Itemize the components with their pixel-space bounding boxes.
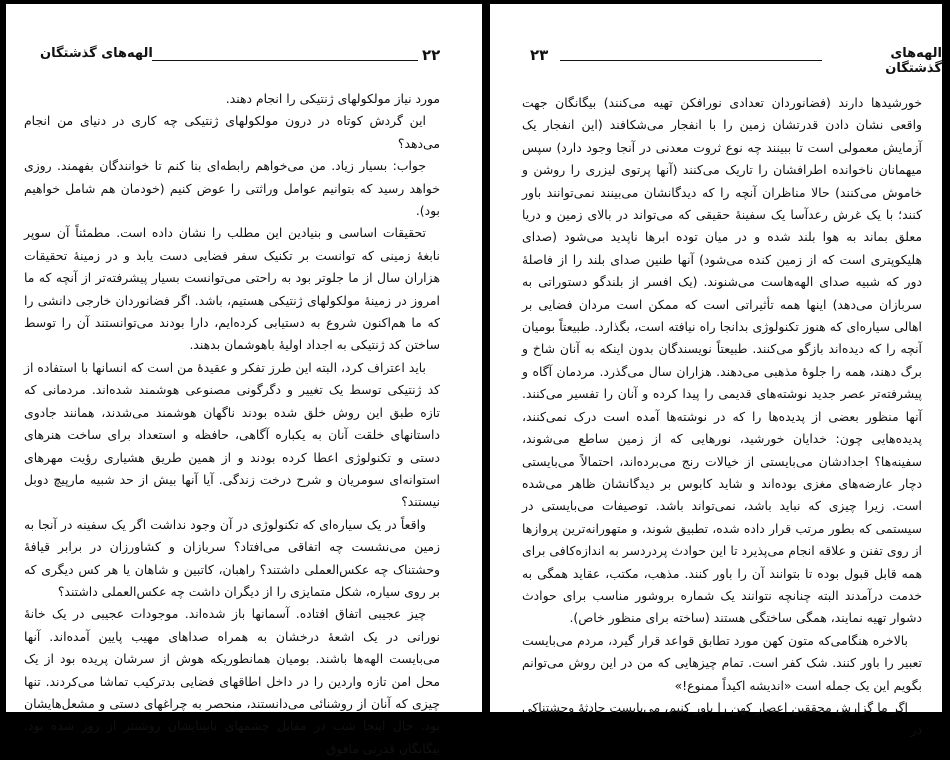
paragraph: باید اعتراف کرد، البته این طرز تفکر و عقیدهٔ من است که انسانها با استفاده از کد ژنتیکی توسط یک تغییر و دگرگونی مصنوعی هوشمند شده‌اند. مردمانی که تازه طبق این روش خلق شده بودند ناگهان هوشمند می‌شدند، همانند جادوی داستانهای خلقت آنان به یکباره آگاهی، حافظه و استعداد برای ساخت هنرهای دستی و تکنولوژی اعطا کرده بودند و از همین طریق هشیاری رؤیت مهرهای استوانه‌ای سومریان و شرح درخت زندگی. آیا آنها بیش از حد شبیه مارپیچ دوبل نیستند؟	[24, 359, 440, 510]
left-page-body	[24, 88, 440, 760]
paragraph: تحقیقات اساسی و بنیادین این مطلب را نشان داده است. مطمئناً آن سوپر نابغهٔ زمینی که توانست بر تکنیک سفر فضایی دست یابد و در زمینهٔ تحقیقات هزاران سال از ما جلوتر بود به راحتی می‌توانست بسیار پیشرفته‌تر از آنچه که ما امروز در زمینهٔ مولکولهای ژنتیکی هستیم، باشد. اگر فضانوردان خارجی دانشی را که ما هم‌اکنون شروع به دستیابی کرده‌ایم، دارا بودند می‌توانستند آن را توسط ساختن کد ژنتیکی به اجداد اولیهٔ باهوشمان بدهند.	[24, 225, 440, 353]
paragraph: واقعاً در یک سیاره‌ای که تکنولوژی در آن وجود نداشت اگر یک سفینه در آنجا به زمین می‌نشست چه اتفاقی می‌افتاد؟ سربازان و کشاورزان در برابر قیافهٔ وحشتناک چه عکس‌العملی داشتند؟ راهبان، کاتبین و شاهان یا هر کس دیگری که بر روی سیاره، شکل متمایزی را از دیگران داشت چه عکس‌العملی داشتند؟	[24, 516, 440, 599]
left-page	[6, 4, 482, 756]
header-rule	[152, 60, 418, 61]
paragraph: بالاخره هنگامی‌که متون کهن مورد تطابق قواعد قرار گیرد، مردم می‌بایست تعبیر را باور کنند. شک کفر است. تمام چیزهایی که من در این روش می‌توانم بگویم این یک جمله است «اندیشه اکیداً ممنوع!»	[522, 632, 922, 693]
paragraph: مورد نیاز مولکولهای ژنتیکی را انجام دهند.	[225, 91, 440, 106]
paragraph: این گردش کوتاه در درون مولکولهای ژنتیکی چه کاری در دنیای من انجام می‌دهد؟	[24, 113, 440, 151]
header-rule	[560, 60, 822, 61]
right-page-body	[522, 92, 922, 742]
paragraph: خورشیدها دارند (فضانوردان تعدادی نورافکن تهیه می‌کنند) بیگانگان جهت واقعی نشان دادن قدرتشان زمین را با انفجار می‌شکافند (این انفجار یک آزمایش معمولی است تا ببینند چه نوع ثروت معدنی در آنجا وجود دارد) سپس میهمانان ناخوانده اطرافشان را تاریک می‌کنند (آنها پرتوی لیزری را روشن و خاموش می‌کنند) حالا مناظران آنچه را که دیدگانشان می‌بینند نمی‌توانند باور کنند؛ با یک غرش رعدآسا یک سفینهٔ حقیقی که می‌تواند در بالای زمین و دریا معلق بماند به هوا بلند شده و در میان توده ابرها ناپدید می‌شود (صدای هلیکوپتری است که از زمین کنده می‌شود) آنها طنین صدای بلند را از فاصلهٔ دور که شبیه صدای الهه‌هاست می‌شنوند. (یک افسر از بلندگو دستوراتی به سربازان می‌دهد) اینها همه تأثیراتی است که ممکن است مردان فضایی بر اهالی سیاره‌ای که هنوز تکنولوژی بدانجا راه نیافته است، بگذارد. طبیعتاً بومیان آنچه را که دیده‌اند بازگو می‌کنند. طبیعتاً نویسندگان بدون اینکه به آنان شاخ و برگ دهند، همه را جلوهٔ مذهبی می‌دهند. هزاران سال می‌گذرد. مردمان آگاه و پیشرفته‌تر عصر جدید نوشته‌های قدیمی را پیدا کرده و آنان را تفسیر می‌کنند. آنها منظور بعضی از پدیده‌ها را که در نوشته‌ها آمده است درک نمی‌کنند، پدیده‌هایی چون: خدایان خورشید، نورهایی که از زمین ساطع می‌شوند، سفینه‌ها؟ اجدادشان می‌بایستی از خیالات رنج می‌برده‌اند، احتمالاً می‌بایستی دچار عارضه‌های مغزی بوده‌اند و شاید کابوس بر دیدگانشان ظاهر می‌شده است. زیرا چیزی که نباید باشد، نمی‌تواند باشد. توصیفات می‌بایستی در سیستمی که بطور مرتب قرار داده شده، تطبیق شوند، و متهورانه‌ترین پروازها از روی تفنن و علاقه انجام می‌پذیرد تا این حوادث پردردسر به اندازه‌کافی برای همه قابل قبول بوده تا بتوانند آن را باور کنند. مذهب، مکتب، عقاید همگی به خدمت درآمدند البته چنانچه نتوانند یک شماره بروشور مناسب برای حوادث دشوار تهیه نمایند، همگی ساختگی هستند (ساخته برای منظور خاص).	[522, 95, 922, 626]
right-page	[490, 4, 942, 738]
paragraph: اگر ما گزارش محققین اعصار کهن را باور کنیم، می‌بایست حادثهٔ وحشتناکی در	[522, 699, 922, 738]
right-page-header	[490, 46, 942, 76]
page-number: ۲۳	[530, 46, 549, 64]
paragraph: جواب: بسیار زیاد. من می‌خواهم رابطه‌ای بنا کنم تا خوانندگان بفهمند. روزی خواهد رسید که بتوانیم عوامل وراثتی را عوض کنیم (خودمان هم شامل خواهیم بود).	[24, 158, 440, 219]
page-number: ۲۲	[422, 46, 441, 64]
running-title: الهه‌های گذشتگان	[40, 46, 153, 61]
left-page-header	[6, 46, 482, 72]
paragraph: چیز عجیبی اتفاق افتاده. آسمانها باز شده‌اند. موجودات عجیبی در یک خانهٔ نورانی در یک اشعهٔ درخشان به همراه صداهای مهیب پایین آمده‌اند. آنها می‌بایست الهه‌ها باشند. بومیان همانطوریکه هوش از سرشان پریده بود از یک محل امن تازه واردین را در داخل اطاقهای فضایی بدترکیب تماشا می‌کردند. تنها چیزی که آنان از روشنائی می‌دانستند، منحصر به چراغهای دستی و مشعل‌هایشان بود. حال اینجا شب در مقابل چشمهای نابینایشان روشنتر از روز شده بود. بیگانگان قدرتی مافوق	[24, 606, 440, 756]
running-title: الهه‌های گذشتگان	[885, 46, 942, 76]
